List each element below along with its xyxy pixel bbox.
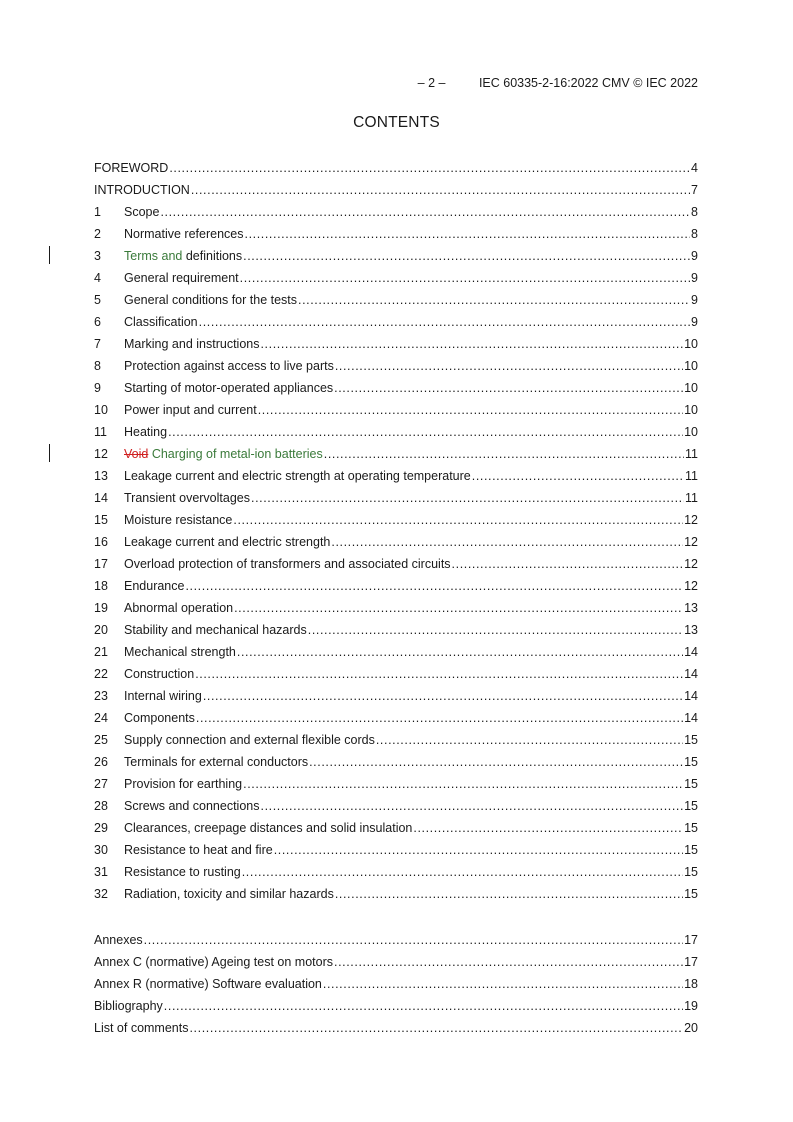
toc-entry-back-matter[interactable] (94, 951, 698, 973)
toc-clause-number: 6 (94, 315, 101, 329)
label-text: Protection against access to live parts (124, 359, 334, 373)
toc-clause-number: 15 (94, 513, 108, 527)
toc-page: 4 (691, 161, 698, 175)
label-text: Power input and current (124, 403, 257, 417)
toc-label: FOREWORD (94, 161, 169, 175)
toc-label (124, 685, 202, 707)
toc-back-matter (94, 929, 698, 1039)
dot-leader (240, 267, 690, 289)
toc-label (124, 509, 232, 531)
toc-label (124, 289, 297, 311)
toc-label (124, 465, 471, 487)
toc-page: 14 (684, 667, 698, 681)
toc-clause-number: 9 (94, 381, 101, 395)
dot-leader (334, 377, 683, 399)
toc-entry-clause-27[interactable] (94, 773, 698, 795)
toc-entry-clause-17[interactable] (94, 553, 698, 575)
toc-label (124, 619, 307, 641)
label-text: Clearances, creepage distances and solid insulation (124, 821, 413, 835)
toc-entry-clause-22[interactable] (94, 663, 698, 685)
label-text: Marking and instructions (124, 337, 260, 351)
toc-page: 18 (684, 977, 698, 991)
toc-clause-list (94, 201, 698, 905)
dot-leader (237, 641, 683, 663)
toc-page: 14 (684, 689, 698, 703)
toc-clause-number: 27 (94, 777, 108, 791)
dot-leader (309, 751, 683, 773)
page-number: – 2 – (417, 76, 446, 90)
label-text: Classification (124, 315, 198, 329)
dot-leader (191, 179, 690, 201)
dot-leader (168, 421, 683, 443)
toc-label (124, 751, 308, 773)
toc-entry-foreword[interactable] (94, 157, 698, 179)
dot-leader (243, 773, 683, 795)
toc-entry-clause-13[interactable] (94, 465, 698, 487)
change-bar-clause-12 (49, 444, 50, 462)
label-text: Supply connection and external flexible cords (124, 733, 375, 747)
toc-entry-clause-7[interactable] (94, 333, 698, 355)
toc-entry-clause-1[interactable] (94, 201, 698, 223)
dot-leader (376, 729, 683, 751)
label-text: Resistance to heat and fire (124, 843, 273, 857)
toc-page: 8 (691, 205, 698, 219)
toc-clause-number: 7 (94, 337, 101, 351)
toc-page: 11 (685, 447, 698, 461)
dot-leader (243, 245, 690, 267)
toc-entry-clause-18[interactable] (94, 575, 698, 597)
label-text: Internal wiring (124, 689, 202, 703)
toc-page: 15 (684, 887, 698, 901)
toc-label (124, 201, 159, 223)
toc-clause-number: 14 (94, 491, 108, 505)
toc-page: 15 (684, 733, 698, 747)
toc-clause-number: 1 (94, 205, 101, 219)
inserted-text: Charging of metal-ion batteries (148, 447, 323, 461)
toc-page: 9 (691, 249, 698, 263)
toc-label (124, 487, 250, 509)
label-text: Normative references (124, 227, 244, 241)
label-text: Endurance (124, 579, 185, 593)
toc-page: 15 (684, 843, 698, 857)
dot-leader (261, 795, 684, 817)
dot-leader (274, 839, 683, 861)
toc-clause-number: 18 (94, 579, 108, 593)
toc-page: 10 (684, 425, 698, 439)
toc-entry-clause-16[interactable] (94, 531, 698, 553)
toc-clause-number: 3 (94, 249, 101, 263)
toc-entry-clause-21[interactable] (94, 641, 698, 663)
dot-leader (189, 1017, 683, 1039)
toc-entry-clause-25[interactable] (94, 729, 698, 751)
dot-leader (308, 619, 683, 641)
toc-label (124, 399, 257, 421)
label-text: Mechanical strength (124, 645, 236, 659)
toc-entry-clause-6[interactable] (94, 311, 698, 333)
toc-page: 20 (684, 1021, 698, 1035)
toc-entry-back-matter[interactable] (94, 973, 698, 995)
toc-entry-clause-31[interactable] (94, 861, 698, 883)
label-text: Moisture resistance (124, 513, 233, 527)
dot-leader (242, 861, 683, 883)
label-text: Starting of motor-operated appliances (124, 381, 334, 395)
toc-label (124, 795, 260, 817)
toc-clause-number: 25 (94, 733, 108, 747)
toc-label (124, 553, 451, 575)
toc-entry-clause-4[interactable] (94, 267, 698, 289)
dot-leader (335, 883, 683, 905)
toc-entry-introduction[interactable] (94, 179, 698, 201)
toc-entry-clause-32[interactable] (94, 883, 698, 905)
toc-label (124, 707, 195, 729)
toc-page: 15 (684, 755, 698, 769)
dot-leader (452, 553, 684, 575)
toc-entry-clause-23[interactable] (94, 685, 698, 707)
dot-leader (413, 817, 683, 839)
label-text: Stability and mechanical hazards (124, 623, 307, 637)
toc-entry-clause-2[interactable] (94, 223, 698, 245)
dot-leader (199, 311, 690, 333)
toc-entry-clause-28[interactable] (94, 795, 698, 817)
toc-entry-clause-14[interactable] (94, 487, 698, 509)
toc-label (124, 597, 233, 619)
dot-leader (335, 355, 683, 377)
toc-clause-number: 11 (94, 425, 107, 439)
toc-label: Annex C (normative) Ageing test on motors (94, 955, 334, 969)
toc-entry-clause-15[interactable] (94, 509, 698, 531)
toc-clause-number: 8 (94, 359, 101, 373)
toc-page: 12 (684, 535, 698, 549)
dot-leader (196, 707, 683, 729)
toc-entry-clause-29[interactable] (94, 817, 698, 839)
toc-page: 15 (684, 865, 698, 879)
toc-label: Annexes (94, 933, 143, 947)
toc-label (124, 641, 236, 663)
toc-entry-clause-8[interactable] (94, 355, 698, 377)
dot-leader (160, 201, 690, 223)
toc-page: 13 (684, 601, 698, 615)
toc-clause-number: 5 (94, 293, 101, 307)
label-text: Transient overvoltages (124, 491, 250, 505)
dot-leader (185, 575, 683, 597)
toc-page: 8 (691, 227, 698, 241)
toc-page: 9 (691, 315, 698, 329)
dot-leader (203, 685, 683, 707)
deleted-text: Void (124, 447, 149, 461)
toc-entry-clause-26[interactable] (94, 751, 698, 773)
toc-label (124, 443, 323, 465)
toc-page: 15 (684, 777, 698, 791)
document-reference: IEC 60335-2-16:2022 CMV © IEC 2022 (478, 76, 698, 90)
table-of-contents (94, 157, 698, 905)
label-text: Heating (124, 425, 168, 439)
label-text: Terminals for external conductors (124, 755, 309, 769)
toc-entry-clause-19[interactable] (94, 597, 698, 619)
dot-leader (169, 157, 690, 179)
change-bar-clause-3 (49, 246, 50, 264)
toc-entry-clause-10[interactable] (94, 399, 698, 421)
toc-clause-number: 31 (94, 865, 108, 879)
toc-clause-number: 24 (94, 711, 108, 725)
toc-page: 11 (685, 469, 698, 483)
toc-page: 12 (684, 513, 698, 527)
label-text: Resistance to rusting (124, 865, 241, 879)
dot-leader (323, 973, 683, 995)
toc-entry-back-matter[interactable] (94, 929, 698, 951)
toc-page: 12 (684, 557, 698, 571)
toc-label (124, 883, 334, 905)
toc-label: INTRODUCTION (94, 183, 190, 197)
toc-clause-number: 21 (94, 645, 108, 659)
toc-label: Bibliography (94, 999, 163, 1013)
toc-clause-number: 32 (94, 887, 108, 901)
toc-label (124, 773, 242, 795)
toc-entry-clause-30[interactable] (94, 839, 698, 861)
toc-label (124, 311, 198, 333)
toc-label (124, 223, 244, 245)
toc-label (124, 729, 375, 751)
toc-label (124, 245, 242, 267)
page-header (0, 76, 698, 90)
toc-clause-number: 23 (94, 689, 108, 703)
toc-entry-clause-9[interactable] (94, 377, 698, 399)
toc-label: Annex R (normative) Software evaluation (94, 977, 322, 991)
label-text: Leakage current and electric strength (124, 535, 331, 549)
dot-leader (233, 509, 683, 531)
label-text: General requirement (124, 271, 239, 285)
toc-entry-back-matter[interactable] (94, 1017, 698, 1039)
label-text: Abnormal operation (124, 601, 234, 615)
toc-page: 10 (684, 359, 698, 373)
toc-page: 9 (691, 293, 698, 307)
label-text: Components (124, 711, 195, 725)
dot-leader (258, 399, 683, 421)
toc-page: 9 (691, 271, 698, 285)
inserted-text: Terms and (124, 249, 183, 263)
label-text: Overload protection of transformers and associated circuits (124, 557, 451, 571)
toc-clause-number: 12 (94, 447, 108, 461)
toc-label (124, 355, 334, 377)
toc-page: 14 (684, 645, 698, 659)
dot-leader (331, 531, 683, 553)
toc-label (124, 421, 167, 443)
toc-clause-number: 28 (94, 799, 108, 813)
toc-label: List of comments (94, 1021, 189, 1035)
toc-clause-number: 17 (94, 557, 108, 571)
toc-clause-number: 10 (94, 403, 108, 417)
label-text: Leakage current and electric strength at operating temperature (124, 469, 471, 483)
toc-page: 15 (684, 821, 698, 835)
label-text: Provision for earthing (124, 777, 243, 791)
toc-label (124, 663, 194, 685)
toc-clause-number: 4 (94, 271, 101, 285)
toc-label (124, 333, 259, 355)
toc-label (124, 817, 412, 839)
toc-label (124, 377, 333, 399)
page-title: CONTENTS (353, 114, 440, 131)
toc-page: 17 (684, 955, 698, 969)
dot-leader (260, 333, 683, 355)
label-text: Radiation, toxicity and similar hazards (124, 887, 334, 901)
toc-page: 11 (685, 491, 698, 505)
toc-page: 14 (684, 711, 698, 725)
toc-label (124, 531, 330, 553)
toc-clause-number: 29 (94, 821, 108, 835)
dot-leader (251, 487, 684, 509)
dot-leader (245, 223, 691, 245)
toc-label (124, 267, 239, 289)
dot-leader (324, 443, 684, 465)
label-text: Scope (124, 205, 160, 219)
dot-leader (334, 951, 683, 973)
dot-leader (195, 663, 683, 685)
toc-page: 15 (684, 799, 698, 813)
toc-entry-clause-3[interactable] (94, 245, 698, 267)
toc-label (124, 575, 184, 597)
toc-clause-number: 2 (94, 227, 101, 241)
toc-label (124, 839, 273, 861)
dot-leader (164, 995, 683, 1017)
toc-clause-number: 20 (94, 623, 108, 637)
toc-clause-number: 16 (94, 535, 108, 549)
dot-leader (144, 929, 683, 951)
toc-page: 12 (684, 579, 698, 593)
toc-page: 7 (691, 183, 698, 197)
dot-leader (234, 597, 683, 619)
toc-entry-back-matter[interactable] (94, 995, 698, 1017)
toc-page: 10 (684, 337, 698, 351)
label-text: definitions (182, 249, 243, 263)
toc-page: 13 (684, 623, 698, 637)
toc-page: 10 (684, 403, 698, 417)
toc-page: 10 (684, 381, 698, 395)
toc-clause-number: 30 (94, 843, 108, 857)
toc-entry-clause-11[interactable] (94, 421, 698, 443)
toc-label (124, 861, 241, 883)
dot-leader (298, 289, 690, 311)
dot-leader (472, 465, 684, 487)
toc-page: 17 (684, 933, 698, 947)
toc-entry-clause-20[interactable] (94, 619, 698, 641)
label-text: Screws and connections (124, 799, 260, 813)
toc-entry-clause-5[interactable] (94, 289, 698, 311)
toc-clause-number: 22 (94, 667, 108, 681)
toc-clause-number: 26 (94, 755, 108, 769)
toc-page: 19 (684, 999, 698, 1013)
toc-clause-number: 19 (94, 601, 108, 615)
label-text: Construction (124, 667, 195, 681)
toc-clause-number: 13 (94, 469, 108, 483)
toc-entry-clause-24[interactable] (94, 707, 698, 729)
toc-entry-clause-12[interactable] (94, 443, 698, 465)
label-text: General conditions for the tests (124, 293, 298, 307)
